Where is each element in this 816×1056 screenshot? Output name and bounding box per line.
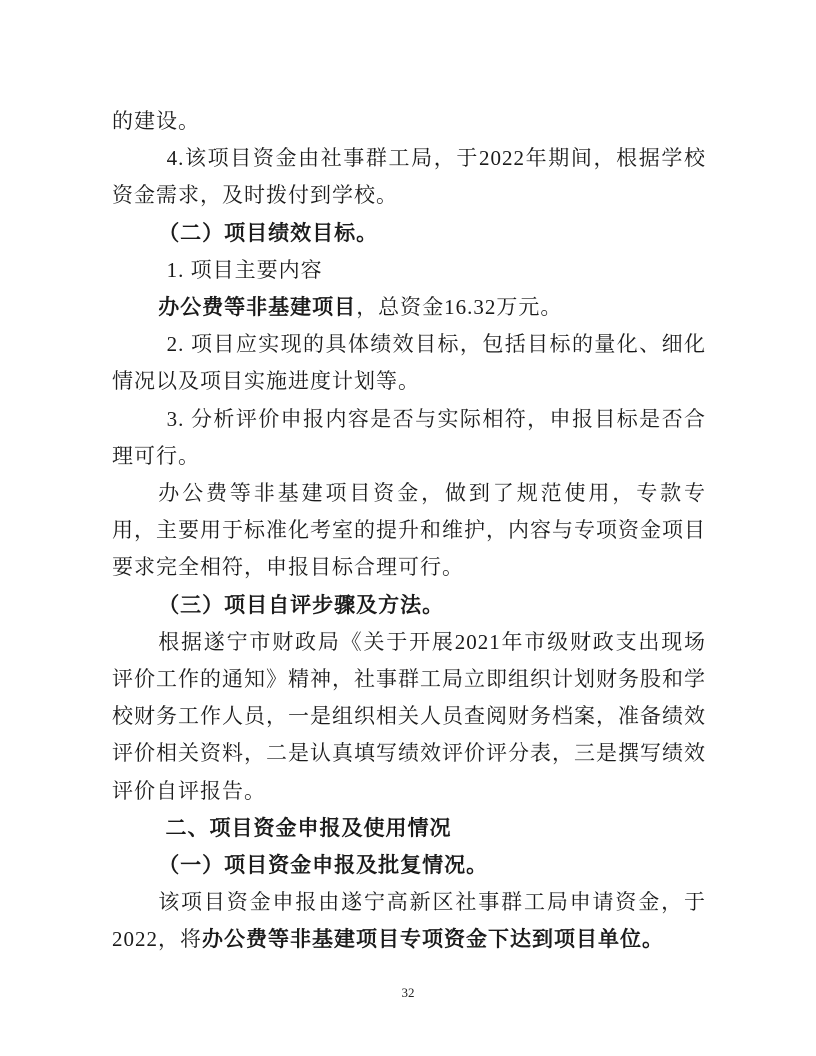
- text-segment: （二）项目绩效目标。: [158, 220, 379, 245]
- paragraph: [112, 289, 706, 326]
- text-segment: ，总资金16.32万元。: [356, 295, 563, 320]
- page-number: 32: [401, 985, 415, 1000]
- section-heading: [112, 587, 706, 624]
- paragraph: [112, 140, 706, 214]
- text-segment: 根据遂宁市财政局《关于开展2021年市级财政支出现场评价工作的通知》精神，社事群工局立即组织计划财务股和学校财务工作人员，一是组织相关人员查阅财务档案，准备绩效评价相关资料，二是认真填写绩效评价评分表，三是撰写绩效评价自评报告。: [112, 629, 706, 803]
- text-segment: 的建设。: [112, 109, 200, 133]
- paragraph: [112, 252, 706, 289]
- text-segment: 1. 项目主要内容: [166, 257, 323, 282]
- paragraph: [112, 326, 706, 400]
- text-segment: 办公费等非基建项目资金，做到了规范使用，专款专用，主要用于标准化考室的提升和维护，内容与专项资金项目要求完全相符，申报目标合理可行。: [112, 481, 706, 580]
- text-segment: 该项目资金申报由遂宁高新区社事群工局申请资金，于2022，将: [112, 890, 706, 952]
- section-heading: [112, 847, 706, 884]
- text-segment: 3. 分析评价申报内容是否与实际相符，申报目标是否合理可行。: [112, 406, 706, 468]
- page-footer: [0, 984, 816, 1002]
- text-segment: 办公费等非基建项目专项资金下达到项目单位。: [202, 928, 664, 952]
- paragraph: [112, 475, 706, 587]
- paragraph: [112, 624, 706, 810]
- text-segment: （一）项目资金申报及批复情况。: [158, 853, 489, 878]
- text-segment: 办公费等非基建项目: [158, 296, 357, 320]
- text-segment: 2. 项目应实现的具体绩效目标，包括目标的量化、细化情况以及项目实施进度计划等。: [112, 332, 706, 394]
- document-body: [112, 103, 706, 959]
- text-segment: 二、项目资金申报及使用情况: [165, 816, 452, 840]
- text-segment: 4.该项目资金由社事群工局，于2022年期间，根据学校资金需求，及时拨付到学校。: [112, 146, 706, 208]
- paragraph: [112, 401, 706, 475]
- paragraph: [112, 103, 706, 140]
- section-heading: [112, 810, 706, 847]
- text-segment: （三）项目自评步骤及方法。: [158, 592, 445, 617]
- paragraph: [112, 884, 706, 958]
- section-heading: [112, 215, 706, 252]
